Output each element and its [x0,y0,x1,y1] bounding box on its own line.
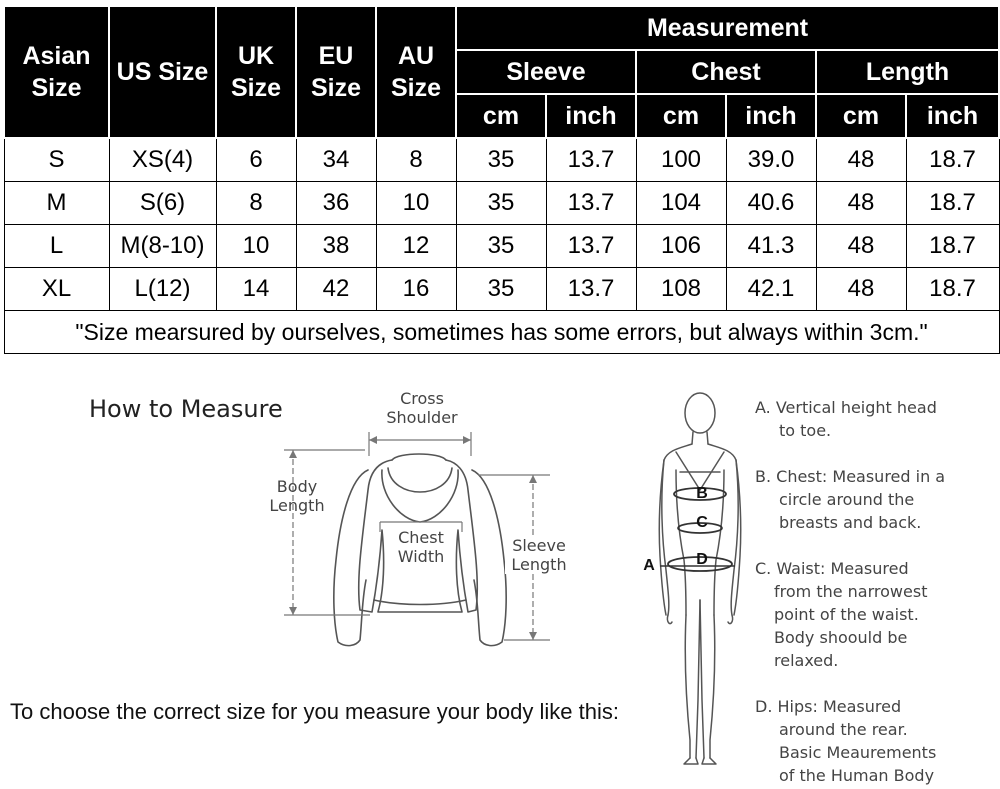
table-cell: 13.7 [546,225,636,268]
table-cell: 35 [456,268,546,311]
table-row [4,225,999,268]
table-cell: 12 [376,225,456,268]
table-row [4,138,999,182]
table-cell: 48 [816,268,906,311]
header-unit: inch [726,94,816,138]
label-body-length: Body Length [269,477,325,515]
measure-instruction: To choose the correct size for you measure your body like this: [10,699,619,724]
header-uk-size: UK Size [216,6,296,138]
table-cell: S [4,138,109,182]
header-unit: cm [636,94,726,138]
header-length: Length [816,50,999,94]
legend-c: C. Waist: Measured from the narrowest point of the waist. Body shoould be relaxed. [755,559,928,670]
header-unit: cm [816,94,906,138]
table-cell: 18.7 [906,182,999,225]
table-cell: 8 [376,138,456,182]
table-cell: 18.7 [906,138,999,182]
label-cross-shoulder: Cross Shoulder [386,389,458,427]
label-sleeve-length: Sleeve Length [505,536,573,574]
table-cell: L [4,225,109,268]
table-cell: 13.7 [546,268,636,311]
label-chest-width: Chest Width [397,528,445,566]
legend-b: B. Chest: Measured in a circle around the breasts and back. [755,467,946,532]
table-cell: 10 [376,182,456,225]
table-cell: 40.6 [726,182,816,225]
marker-c: C [696,514,708,531]
header-unit: inch [546,94,636,138]
table-cell: 6 [216,138,296,182]
header-unit: inch [906,94,999,138]
header-chest: Chest [636,50,816,94]
table-cell: 8 [216,182,296,225]
table-cell: 48 [816,182,906,225]
table-cell: L(12) [109,268,216,311]
header-asian-size: Asian Size [4,6,109,138]
table-cell: 104 [636,182,726,225]
table-cell: 38 [296,225,376,268]
header-unit: cm [456,94,546,138]
table-cell: 100 [636,138,726,182]
table-cell: 48 [816,225,906,268]
how-to-measure-title: How to Measure [89,395,283,423]
table-cell: 34 [296,138,376,182]
table-cell: 106 [636,225,726,268]
table-cell: 18.7 [906,268,999,311]
header-eu-size: EU Size [296,6,376,138]
table-cell: M [4,182,109,225]
table-cell: XS(4) [109,138,216,182]
table-row [4,268,999,311]
table-cell: 39.0 [726,138,816,182]
legend-d: D. Hips: Measured around the rear. Basic Meaurements of the Human Body [755,697,937,785]
table-cell: 35 [456,225,546,268]
table-row [4,182,999,225]
table-cell: 16 [376,268,456,311]
table-cell: 10 [216,225,296,268]
header-us-size: US Size [109,6,216,138]
table-cell: 13.7 [546,138,636,182]
table-cell: 108 [636,268,726,311]
table-cell: 35 [456,182,546,225]
table-cell: 41.3 [726,225,816,268]
size-chart-table [3,5,1000,354]
header-sleeve: Sleeve [456,50,636,94]
header-measurement: Measurement [456,6,999,50]
marker-d: D [696,551,708,568]
table-cell: 42.1 [726,268,816,311]
marker-a: A [643,557,655,574]
size-note: "Size mearsured by ourselves, sometimes has some errors, but always within 3cm." [4,311,999,354]
header-au-size: AU Size [376,6,456,138]
table-cell: 18.7 [906,225,999,268]
table-cell: 14 [216,268,296,311]
marker-b: B [696,485,708,502]
table-cell: 48 [816,138,906,182]
table-cell: M(8-10) [109,225,216,268]
table-cell: 13.7 [546,182,636,225]
legend-a: A. Vertical height head to toe. [755,398,937,440]
table-cell: 42 [296,268,376,311]
table-cell: 35 [456,138,546,182]
table-cell: XL [4,268,109,311]
table-cell: S(6) [109,182,216,225]
table-cell: 36 [296,182,376,225]
